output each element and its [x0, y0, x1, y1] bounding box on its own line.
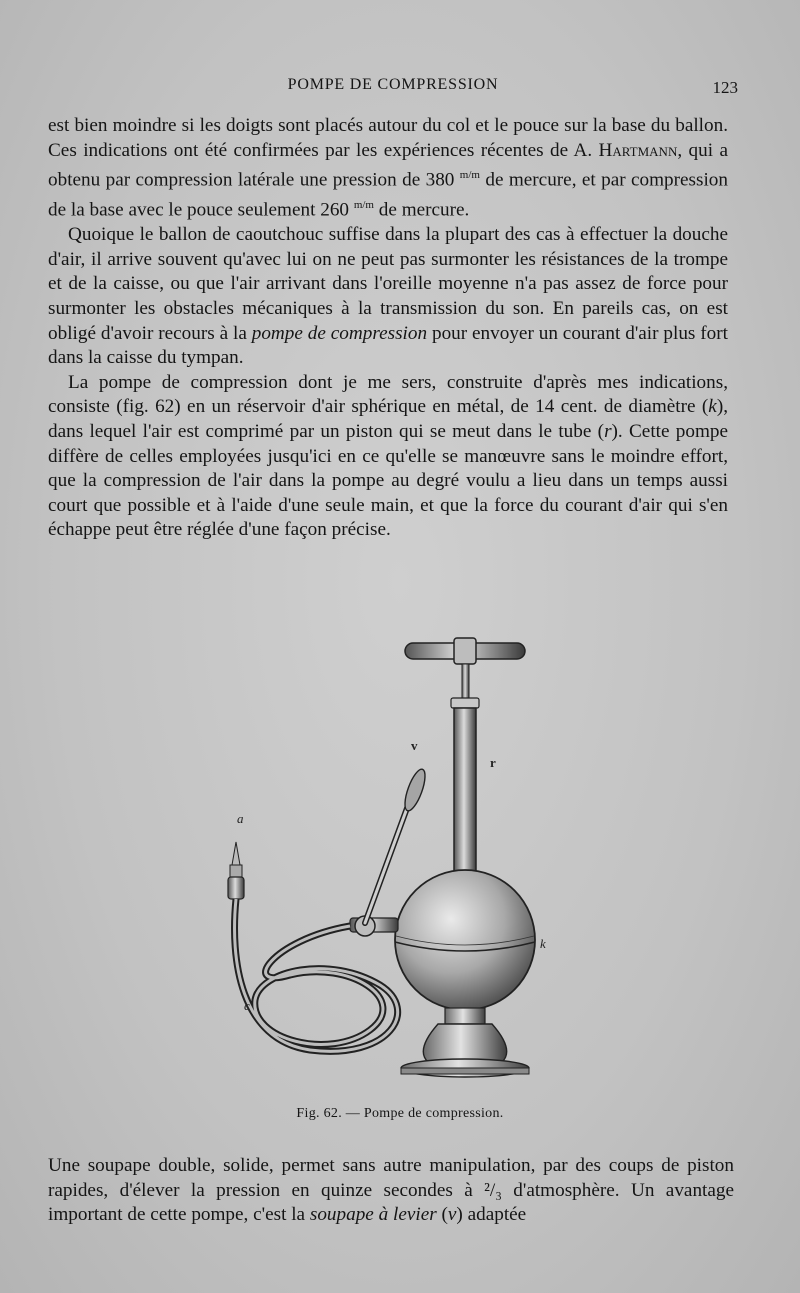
- pump-illustration: [200, 630, 580, 1090]
- running-title: POMPE DE COMPRESSION: [287, 76, 499, 93]
- label-a: a: [237, 811, 244, 826]
- paragraph-2: Quoique le ballon de caoutchouc suffise dans la plupart des cas à effectuer la douche d'air, il arrive souvent qu'avec lui on ne peut pas surmonter les résistances de la trompe et de la caisse, ou que l'air arrivant dans l'oreille moyenne n'a pas assez de force pour surmonter les obstacles mécaniques à la transmission du son. En pareils cas, on est obligé d'avoir recours à la pompe de compression pour envoyer un courant d'air plus fort dans la caisse du tympan.: [48, 224, 728, 369]
- term-pompe-de-compression: pompe de compression: [251, 322, 428, 344]
- pump-handle: [405, 638, 525, 664]
- label-c: c: [244, 998, 250, 1013]
- term-soupape-a-levier: soupape à levier: [309, 1204, 437, 1226]
- paragraph-1: est bien moindre si les doigts sont placés autour du col et le pouce sur la base du ballon. Ces indications ont été confirmées par les expériences récentes de A. Hartmann, qui a obtenu par compression latérale une pression de 380 $^{m/m}$ de mercure, et par compression de la base avec le pouce seulement 260 $^{m/m}$ de mercure.: [48, 115, 728, 221]
- label-k: k: [540, 936, 546, 951]
- figure-62: [200, 630, 580, 1090]
- label-v: v: [411, 738, 418, 753]
- figure-caption: Fig. 62. — Pompe de compression.: [296, 1106, 504, 1121]
- page-number: 123: [712, 78, 738, 97]
- author-name: Hartmann: [598, 139, 678, 161]
- paragraph-4: Une soupape double, solide, permet sans autre manipulation, par des coups de piston rapides, d'élever la pression en quinze secondes à ²/₃ d'atmosphère. Un avantage important de cette pompe, c'est la soupape à levier (v) adaptée: [48, 1155, 734, 1226]
- page-header: [48, 76, 738, 100]
- piston-rod: [462, 664, 469, 700]
- fraction: ²/₃: [484, 1179, 502, 1201]
- body-text: [48, 114, 728, 543]
- unit-mm: m/m: [353, 199, 374, 212]
- piston-tube: [454, 708, 476, 878]
- pump-base: [401, 1008, 529, 1077]
- nozzle: [228, 842, 244, 899]
- tube-cap: [451, 698, 479, 708]
- unit-mm: m/m: [459, 169, 480, 182]
- air-reservoir: [395, 870, 535, 1010]
- label-r: r: [490, 755, 496, 770]
- paragraph-3: La pompe de compression dont je me sers, construite d'après mes indications, consiste (fig. 62) en un réservoir d'air sphérique en métal, de 14 cent. de diamètre (k), dans lequel l'air est comprimé par un piston qui se meut dans le tube (r). Cette pompe diffère de celles employées jusqu'ici en ce qu'elle se manœuvre sans le moindre effort, que la compression de l'air dans la pompe au degré voulu a lieu dans un temps aussi court que possible et à l'aide d'une seule main, et que la force du courant d'air qui s'en échappe peut être réglée d'une façon précise.: [48, 371, 728, 541]
